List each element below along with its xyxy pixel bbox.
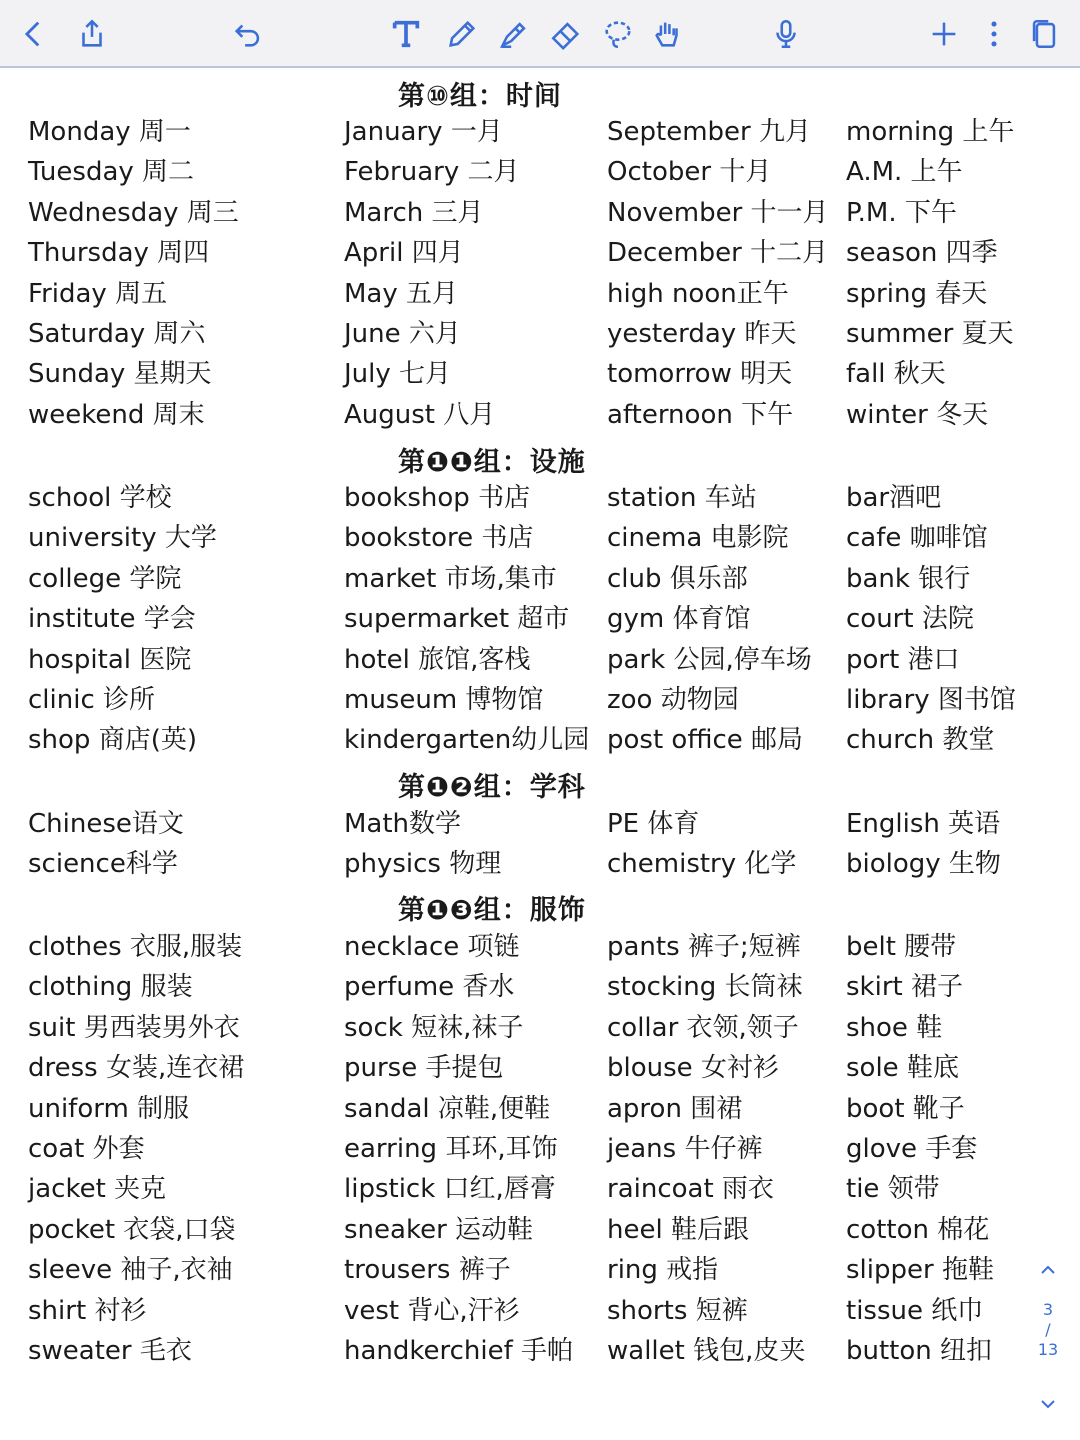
vocab-entry: perfume 香水 (344, 972, 515, 1003)
scroll-down-icon[interactable] (1036, 1392, 1060, 1420)
vocab-entry: sweater 毛衣 (28, 1336, 192, 1366)
toolbar (0, 0, 1080, 68)
vocab-entry: sandal 凉鞋,便鞋 (344, 1093, 551, 1124)
page-separator: / (1045, 1320, 1051, 1339)
vocab-entry: bar酒吧 (846, 483, 942, 513)
vocab-entry: Tuesday 周二 (28, 157, 195, 188)
vocab-entry: park 公园,停车场 (607, 644, 812, 675)
vocab-entry: July 七月 (344, 359, 452, 390)
vocab-entry: March 三月 (344, 197, 484, 228)
total-pages: 13 (1037, 1340, 1059, 1359)
vocab-entry: skirt 裙子 (846, 972, 963, 1003)
microphone-icon[interactable] (766, 14, 806, 54)
current-page: 3 (1042, 1300, 1054, 1319)
vocab-entry: sock 短袜,袜子 (344, 1012, 524, 1043)
vocab-entry: clothing 服装 (28, 972, 193, 1003)
vocab-entry: vest 背心,汗衫 (344, 1295, 520, 1326)
vocab-entry: December 十二月 (607, 238, 829, 269)
vocab-entry: April 四月 (344, 238, 464, 269)
vocab-entry: high noon正午 (607, 278, 789, 309)
vocab-entry: boot 靴子 (846, 1093, 965, 1124)
vocab-entry: wallet 钱包,皮夹 (607, 1336, 806, 1366)
vocab-entry: handkerchief 手帕 (344, 1336, 574, 1366)
vocab-entry: kindergarten幼儿园 (344, 725, 590, 756)
vocab-entry: afternoon 下午 (607, 399, 794, 430)
vocab-entry: February 二月 (344, 157, 520, 188)
vocab-entry: yesterday 昨天 (607, 319, 797, 349)
undo-icon[interactable] (228, 14, 268, 54)
vocab-entry: zoo 动物园 (607, 685, 739, 715)
vocab-entry: November 十一月 (607, 197, 829, 228)
vocab-entry: shorts 短裤 (607, 1295, 748, 1326)
vocab-entry: morning 上午 (846, 117, 1015, 147)
vocab-entry: Chinese语文 (28, 809, 184, 839)
vocab-entry: biology 生物 (846, 849, 1001, 880)
vocab-entry: weekend 周末 (28, 399, 205, 430)
vocab-entry: gym 体育馆 (607, 604, 751, 635)
text-tool-icon[interactable] (386, 14, 426, 54)
more-icon[interactable] (974, 14, 1014, 54)
vocab-entry: raincoat 雨衣 (607, 1174, 774, 1205)
vocab-entry: blouse 女衬衫 (607, 1053, 779, 1084)
vocab-entry: station 车站 (607, 483, 757, 513)
vocab-entry: tie 领带 (846, 1174, 940, 1205)
vocab-entry: slipper 拖鞋 (846, 1255, 994, 1286)
vocab-entry: P.M. 下午 (846, 197, 957, 228)
lasso-icon[interactable] (598, 14, 638, 54)
vocab-entry: science科学 (28, 849, 178, 880)
vocab-entry: lipstick 口红,唇膏 (344, 1174, 556, 1205)
page-indicator (1036, 1300, 1060, 1360)
vocab-entry: apron 围裙 (607, 1093, 743, 1124)
vocab-entry: pants 裤子;短裤 (607, 932, 801, 962)
vocab-entry: belt 腰带 (846, 932, 957, 962)
scroll-up-icon[interactable] (1036, 1258, 1060, 1286)
vocab-entry: sole 鞋底 (846, 1053, 959, 1084)
vocab-entry: summer 夏天 (846, 319, 1014, 349)
vocab-entry: sneaker 运动鞋 (344, 1214, 534, 1245)
hand-icon[interactable] (648, 14, 688, 54)
vocab-entry: cotton 棉花 (846, 1214, 990, 1245)
vocab-entry: heel 鞋后跟 (607, 1214, 749, 1245)
vocab-entry: October 十月 (607, 157, 772, 188)
vocab-entry: bookstore 书店 (344, 523, 534, 554)
vocab-entry: English 英语 (846, 809, 1001, 839)
vocab-entry: tissue 纸巾 (846, 1295, 984, 1326)
vocab-entry: library 图书馆 (846, 685, 1016, 715)
vocab-entry: chemistry 化学 (607, 849, 797, 880)
vocab-entry: dress 女装,连衣裙 (28, 1053, 245, 1084)
vocab-entry: trousers 裤子 (344, 1255, 511, 1286)
vocab-entry: Monday 周一 (28, 117, 191, 147)
group-heading: 第❶❸组：服饰 (398, 895, 586, 926)
vocab-entry: jeans 牛仔裤 (607, 1134, 763, 1164)
back-icon[interactable] (14, 14, 54, 54)
vocab-entry: cinema 电影院 (607, 523, 789, 554)
vocab-entry: coat 外套 (28, 1134, 145, 1164)
vocab-entry: cafe 咖啡馆 (846, 523, 988, 554)
vocab-entry: pocket 衣袋,口袋 (28, 1214, 236, 1245)
vocab-entry: port 港口 (846, 644, 960, 675)
vocab-entry: button 纽扣 (846, 1336, 993, 1366)
pen-icon[interactable] (442, 14, 482, 54)
vocab-entry: necklace 项链 (344, 932, 520, 962)
vocab-entry: season 四季 (846, 238, 998, 269)
vocab-entry: university 大学 (28, 523, 217, 554)
vocab-entry: sleeve 袖子,衣袖 (28, 1255, 233, 1286)
vocab-entry: glove 手套 (846, 1134, 978, 1164)
vocab-entry: ring 戒指 (607, 1255, 719, 1286)
vocab-entry: spring 春天 (846, 278, 988, 309)
vocab-entry: court 法院 (846, 604, 974, 635)
vocab-entry: college 学院 (28, 563, 182, 594)
vocab-entry: bookshop 书店 (344, 483, 531, 513)
vocab-entry: physics 物理 (344, 849, 502, 880)
vocab-entry: market 市场,集市 (344, 563, 557, 594)
vocab-entry: September 九月 (607, 117, 811, 147)
pages-icon[interactable] (1024, 14, 1064, 54)
document-page (0, 68, 1080, 1440)
vocab-entry: May 五月 (344, 278, 459, 309)
eraser-icon[interactable] (546, 14, 586, 54)
vocab-entry: clinic 诊所 (28, 685, 156, 715)
group-heading: 第❶❷组：学科 (398, 772, 586, 803)
vocab-entry: supermarket 超市 (344, 604, 570, 635)
vocab-entry: post office 邮局 (607, 725, 804, 756)
vocab-entry: hotel 旅馆,客栈 (344, 644, 531, 675)
vocab-entry: Friday 周五 (28, 278, 168, 309)
vocab-entry: museum 博物馆 (344, 685, 544, 715)
vocab-entry: Saturday 周六 (28, 319, 206, 349)
vocab-entry: fall 秋天 (846, 359, 946, 390)
vocab-entry: PE 体育 (607, 809, 700, 839)
vocab-entry: Sunday 星期天 (28, 359, 212, 390)
vocab-entry: Wednesday 周三 (28, 197, 239, 228)
vocab-entry: bank 银行 (846, 563, 971, 594)
vocab-entry: uniform 制服 (28, 1093, 190, 1124)
vocab-entry: purse 手提包 (344, 1053, 504, 1084)
vocab-entry: clothes 衣服,服装 (28, 932, 243, 962)
vocab-entry: earring 耳环,耳饰 (344, 1134, 558, 1164)
group-heading: 第⑩组：时间 (398, 81, 562, 112)
group-heading: 第❶❶组：设施 (398, 447, 586, 478)
vocab-entry: institute 学会 (28, 604, 196, 635)
share-icon[interactable] (72, 14, 112, 54)
vocab-entry: shirt 衬衫 (28, 1295, 147, 1326)
highlighter-icon[interactable] (494, 14, 534, 54)
vocab-entry: Thursday 周四 (28, 238, 210, 269)
vocab-entry: shop 商店(英) (28, 725, 197, 756)
vocab-entry: A.M. 上午 (846, 157, 963, 188)
vocab-entry: August 八月 (344, 399, 496, 430)
vocab-entry: hospital 医院 (28, 644, 192, 675)
vocab-entry: June 六月 (344, 319, 461, 349)
vocab-entry: jacket 夹克 (28, 1174, 167, 1205)
vocab-entry: collar 衣领,领子 (607, 1012, 799, 1043)
vocab-entry: tomorrow 明天 (607, 359, 793, 390)
vocab-entry: church 教堂 (846, 725, 995, 756)
vocab-entry: January 一月 (344, 117, 503, 147)
vocab-entry: stocking 长筒袜 (607, 972, 803, 1003)
vocab-entry: shoe 鞋 (846, 1012, 943, 1043)
add-icon[interactable] (924, 14, 964, 54)
vocab-entry: club 俱乐部 (607, 563, 748, 594)
vocab-entry: winter 冬天 (846, 399, 989, 430)
vocab-entry: Math数学 (344, 809, 462, 839)
vocab-entry: suit 男西装男外衣 (28, 1012, 240, 1043)
vocab-entry: school 学校 (28, 483, 172, 513)
